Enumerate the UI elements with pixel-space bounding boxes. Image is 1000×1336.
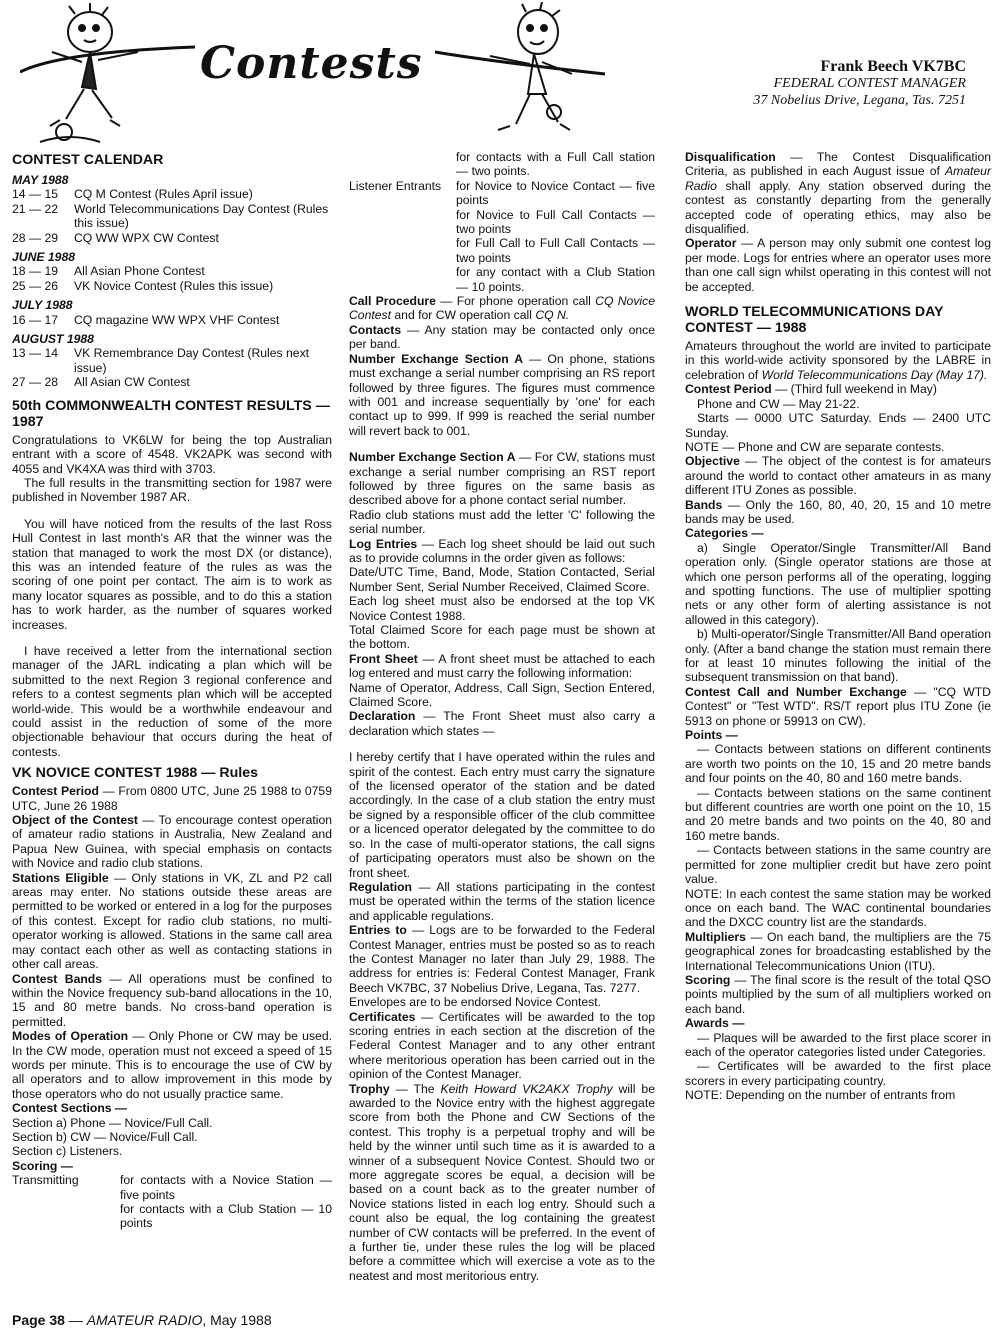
tx-full-call: for contacts with a Full Call station — two points. <box>456 150 655 179</box>
declaration: Declaration — The Front Sheet must also carry a declaration which states — <box>349 709 655 738</box>
wtd-category-a: a) Single Operator/Single Transmitter/All Band operation only. (Single operator stations are those at which one person performs all of the operating, logging and spotting functions. The use of multiplier spotting nets or any other form of alerting assistance is not allowed in this category). <box>685 540 991 627</box>
calendar-month: JUNE 1988 <box>12 250 76 265</box>
calendar-item <box>12 346 332 375</box>
commonwealth-p2: The full results in the transmitting section for 1987 were published in November 1987 AR. <box>12 475 332 505</box>
wtd-scoring: Scoring — The final score is the result of the total QSO points multiplied by the sum of all multipliers worked on each band. <box>685 972 991 1016</box>
calendar-date: 25 — 26 <box>12 278 59 293</box>
calendar-event: All Asian Phone Contest <box>74 264 205 279</box>
calendar-item <box>12 202 332 231</box>
calendar-event: CQ M Contest (Rules April issue) <box>74 187 253 202</box>
entries-to: Entries to — Logs are to be forwarded to the Federal Contest Manager, entries must be posted so as to reach the Contest Manager no later than July 29, 1988. The address for entries is: Federal Contest Manager, Frank Beech VK7BC, 37 Nobelius Drive, Legana, Tas. 7277. <box>349 923 655 995</box>
regulation: Regulation — All stations participating in the contest must be operated within the terms of the station licence and applicable regulations. <box>349 879 655 923</box>
club-letter: Radio club stations must add the letter 'C' following the serial number. <box>349 507 655 537</box>
page-number: Page 38 <box>12 1312 65 1328</box>
trophy: Trophy — The Keith Howard VK2AKX Trophy will be awarded to the Novice entry with the highest aggregate score from both the Phone and CW Sections of the contest. This trophy is a perpetual trophy and will be held by the winner until such time as it is awarded to a winner of a subsequent Novice Contest. Should two or more aggregate scores be equal, a decision will be based on a count back as to the greater number of Novice stations listed in each log entry. Should such a count also be equal, the log containing the greatest number of CW contacts will be preferred. In the event of a further tie, under these rules the log will be placed before a committee which will exercise a vote as to the neatest and most meritorious entry. <box>349 1081 655 1283</box>
wtd-note-1: NOTE — Phone and CW are separate contests. <box>685 439 945 454</box>
calendar-event: CQ magazine WW WPX VHF Contest <box>74 312 280 327</box>
novice-heading: VK NOVICE CONTEST 1988 — Rules <box>12 765 258 782</box>
page-header <box>0 0 1000 150</box>
calendar-date: 28 — 29 <box>12 230 59 245</box>
tug-of-war-cartoon-right-icon <box>430 2 610 147</box>
calendar-event: World Telecommunications Day Contest (Rules this issue) <box>74 201 329 231</box>
novice-scoring-label: Scoring — <box>12 1158 73 1173</box>
manager-address: 37 Nobelius Drive, Legana, Tas. 7251 <box>753 93 966 108</box>
calendar-date: 21 — 22 <box>12 201 59 216</box>
novice-section-c: Section c) Listeners. <box>12 1144 123 1159</box>
novice-period: Contest Period — From 0800 UTC, June 25 1988 to 0759 UTC, June 26 1988 <box>12 784 332 813</box>
novice-modes: Modes of Operation — Only Phone or CW may be used. In the CW mode, operation must not exceed a speed of 15 words per minute. This is to encourage the use of CW by all operators and to allow improvement in this mode by those operators who do not usually practice same. <box>12 1029 332 1101</box>
wtd-period-2: Phone and CW — May 21-22. <box>697 396 860 411</box>
contacts: Contacts — Any station may be contacted only once per band. <box>349 322 655 352</box>
calendar-event: VK Novice Contest (Rules this issue) <box>74 278 274 293</box>
declaration-body: I hereby certify that I have operated within the rules and spirit of the contest. Each entry must carry the signature of the licensed operator of the station and be dated accordingly. In the case of a club station the entry must be signed by a responsible officer of the club committee or a licenced operator delegated by the committee to do so. In the case of multi-operator stations, the call signs of participating operators must also be shown on the front sheet. <box>349 750 655 880</box>
calendar-item <box>12 187 332 201</box>
wtd-call: Contest Call and Number Exchange — "CQ WTD Contest" or "Test WTD". RS/T report plus ITU Zone (ie 5913 on phone or 59913 on CW). <box>685 684 991 728</box>
novice-sections-label: Contest Sections — <box>12 1101 128 1116</box>
wtd-heading: WORLD TELECOMMUNICATIONS DAY CONTEST — 1988 <box>685 304 944 337</box>
number-exchange-phone: Number Exchange Section A — On phone, stations must exchange a serial number comprising an RS report followed by three figures. The figures must commence with 001 and increase sequentially by 'one' for each contact up to 999. If 999 is reached the serial number will revert back to 001. <box>349 351 655 438</box>
wtd-note-3: NOTE: Depending on the number of entrants from <box>685 1088 956 1103</box>
wtd-period-3: Starts — 0000 UTC Saturday. Ends — 2400 UTC Sunday. <box>685 411 991 440</box>
wtd-categories-label: Categories — <box>685 526 764 541</box>
envelopes: Envelopes are to be endorsed Novice Contest. <box>349 995 602 1010</box>
manager-name: Frank Beech VK7BC <box>820 58 966 75</box>
log-endorse: Each log sheet must also be endorsed at the top VK Novice Contest 1988. <box>349 594 655 623</box>
issue-date: , May 1988 <box>202 1312 272 1328</box>
operator-rule: Operator — A person may only submit one contest log per mode. Logs for entries where an operator uses more than one call sign whilst operating in this contest will not be accepted. <box>685 236 991 294</box>
novice-bands: Contest Bands — All operations must be confined to within the Novice frequency sub-band allocations in the 10, 15 and 80 metre bands. No cross-band operation is permitted. <box>12 971 332 1029</box>
calendar-date: 27 — 28 <box>12 375 59 390</box>
number-exchange-cw: Number Exchange Section A — For CW, stations must exchange a serial number comprising an RST report followed by three figures on the same basis as described above for a phone contact serial number. <box>349 450 655 508</box>
front-info: Name of Operator, Address, Call Sign, Section Entered, Claimed Score. <box>349 680 655 710</box>
column-1 <box>12 150 332 1231</box>
wtd-points-3: — Contacts between stations in the same country are permitted for zone multiplier credit but have zero point value. <box>685 843 991 887</box>
wtd-points-1: — Contacts between stations on different continents are worth two points on the 10, 15 and 20 metre bands and four points on the 40, 80 and 160 metre bands. <box>685 742 991 786</box>
calendar-item <box>12 313 332 327</box>
calendar-event: CQ WW WPX CW Contest <box>74 230 219 245</box>
log-total: Total Claimed Score for each page must be shown at the bottom. <box>349 623 655 652</box>
calendar-date: 14 — 15 <box>12 187 59 202</box>
contest-manager-block <box>753 58 966 109</box>
wtd-category-b: b) Multi-operator/Single Transmitter/All Band operation only. (After a band change the station must remain there for at least 10 minutes following the initial of the subsequent transmission on that band). <box>685 627 991 685</box>
wtd-points-2: — Contacts between stations on the same continent but different countries are worth one point on the 10, 15 and 20 metre bands and two points on the 40, 80 and 160 metre bands. <box>685 785 991 843</box>
wtd-bands: Bands — Only the 160, 80, 40, 20, 15 and 10 metre bands may be used. <box>685 497 991 526</box>
calendar-date: 13 — 14 <box>12 346 59 361</box>
wtd-multipliers: Multipliers — On each band, the multipliers are the 75 geographical zones for broadcasting established by the International Telecommunications Union (ITU). <box>685 929 991 973</box>
front-sheet: Front Sheet — A front sheet must be attached to each log entered and must carry the following information: <box>349 651 655 681</box>
column-3 <box>685 150 991 1103</box>
novice-eligible: Stations Eligible — Only stations in VK, ZL and P2 call areas may enter. No stations outside these areas are permitted to be worked or entered in a log for the purposes of this contest. Except for radio club stations, no multi-operator working is allowed. Stations in the same call area may contact each other as well as contacting stations in other call areas. <box>12 870 332 972</box>
calendar-date: 18 — 19 <box>12 264 59 279</box>
tx-club: for contacts with a Club Station — 10 points <box>120 1202 332 1231</box>
wtd-intro: Amateurs throughout the world are invited to participate in this world-wide activity sponsored by the LABRE in celebration of World Telecommunications Day (May 17). <box>685 339 991 382</box>
wtd-objective: Objective — The object of the contest is for amateurs around the world to contact other amateurs in as many different ITU Zones as possible. <box>685 454 991 498</box>
wtd-awards-1: — Plaques will be awarded to the first place scorer in each of the operator categories listed under Categories. <box>685 1030 991 1059</box>
calendar <box>12 173 332 390</box>
calendar-item <box>12 279 332 293</box>
wtd-awards-2: — Certificates will be awarded to the first place scorers in every participating country. <box>685 1059 991 1088</box>
log-entries: Log Entries — Each log sheet should be laid out such as to provide columns in the order given as follows: <box>349 536 655 565</box>
calendar-item <box>12 231 332 245</box>
commonwealth-p1: Congratulations to VK6LW for being the top Australian entrant with a score of 4548. VK2APK was second with 4055 and VK4XA was third with 3703. <box>12 432 332 476</box>
novice-section-b: Section b) CW — Novice/Full Call. <box>12 1129 198 1144</box>
scoring-listeners: Listener Entrants for Novice to Novice Contact — five points for Novice to Full Call Contacts — two points for Full Call to Full Call Contacts — two points for any contact with a Club Station — 10 points. <box>349 178 655 294</box>
column-2 <box>349 150 655 1283</box>
commonwealth-heading: 50th COMMONWEALTH CONTEST RESULTS — 1987 <box>12 397 330 430</box>
commonwealth-p3: You will have noticed from the results of the last Ross Hull Contest in last month's AR that the winner was the station that managed to work the most DX (or distance), this was an intended feature of the rules as was the scoring of one point per contact. The aim is to work as many locator squares as possible, and to do this a station has to work harder, as the number of squares worked increases. <box>12 516 332 632</box>
page-footer: Page 38 — AMATEUR RADIO, May 1988 <box>12 1312 272 1328</box>
certificates: Certificates — Certificates will be awarded to the top scoring entries in each section at the discretion of the Federal Contest Manager and to any other entrant where meritorious operation has been carried out in the opinion of the Contest Manager. <box>349 1009 655 1082</box>
page-title: Contests <box>200 38 423 89</box>
calendar-item <box>12 264 332 278</box>
calendar-month: JULY 1988 <box>12 298 73 313</box>
commonwealth-p4: I have received a letter from the international section manager of the JARL indicating a plan which will be submitted to the next Region 3 regional conference and refers to a contest segments plan which will be accepted world-wide. This would be a worthwhile endeavour and could assist in the reduction of some of the more objectionable behaviour that occurs during the heat of contests. <box>12 643 332 759</box>
calendar-date: 16 — 17 <box>12 312 59 327</box>
calendar-event: VK Remembrance Day Contest (Rules next issue) <box>74 346 310 375</box>
novice-section-a: Section a) Phone — Novice/Full Call. <box>12 1115 213 1130</box>
novice-object: Object of the Contest — To encourage contest operation of amateur radio stations in Australia, New Zealand and Papua New Guinea, with special emphasis on contacts with Novice and radio club stations. <box>12 813 333 871</box>
calendar-month: MAY 1988 <box>12 173 69 187</box>
calendar-event: All Asian CW Contest <box>74 375 190 390</box>
tug-of-war-cartoon-left-icon <box>20 2 200 147</box>
disqualification: Disqualification — The Contest Disqualification Criteria, as published in each August issue of Amateur Radio shall apply. Any station observed during the contest as constantly departing from the generally accepted code of operating ethics, may also be disqualified. <box>685 150 991 237</box>
publication-name: AMATEUR RADIO <box>86 1312 203 1328</box>
manager-role: FEDERAL CONTEST MANAGER <box>773 76 966 91</box>
scoring-transmitting: Transmitting for contacts with a Novice Station — five points for contacts with a Club Station — 10 points <box>12 1173 332 1231</box>
calendar-item <box>12 375 332 389</box>
wtd-awards-label: Awards — <box>685 1016 745 1031</box>
log-columns: Date/UTC Time, Band, Mode, Station Contacted, Serial Number Sent, Serial Number Received, Claimed Score. <box>349 565 655 594</box>
wtd-period: Contest Period — (Third full weekend in May) <box>685 382 937 397</box>
wtd-points-label: Points — <box>685 728 738 743</box>
calendar-heading: CONTEST CALENDAR <box>12 152 164 168</box>
calendar-month: AUGUST 1988 <box>12 332 94 347</box>
tx-novice: for contacts with a Novice Station — five points <box>120 1173 332 1202</box>
call-procedure: Call Procedure — For phone operation call CQ Novice Contest and for CW operation call CQ N. <box>349 294 655 323</box>
wtd-note-2: NOTE: In each contest the same station may be worked once on each band. The WAC continental boundaries and the DXCC country list are the standards. <box>685 886 991 930</box>
